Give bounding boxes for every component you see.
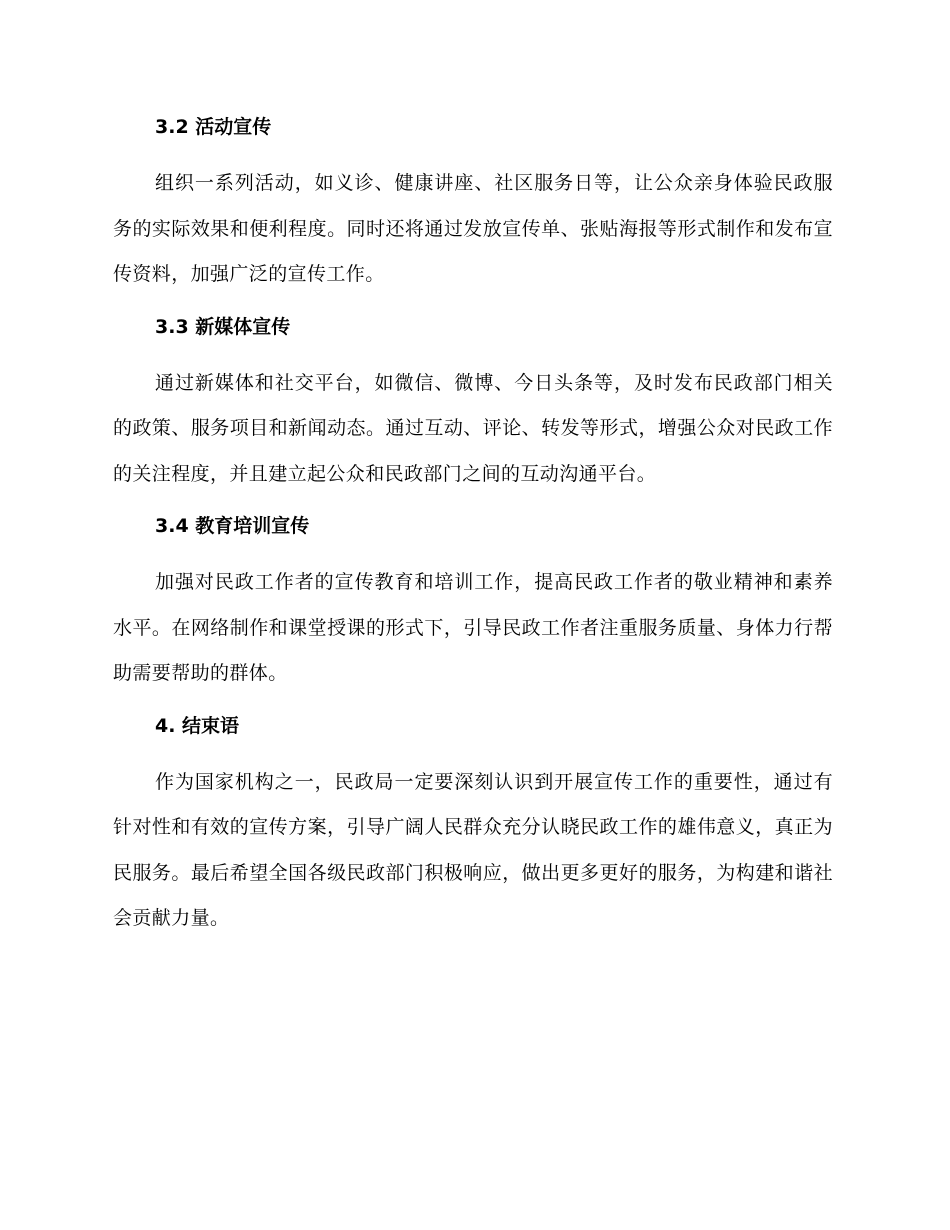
section-heading-3-3: 3.3 新媒体宣传	[155, 315, 291, 338]
section-paragraph-3-4: 加强对民政工作者的宣传教育和培训工作，提高民政工作者的敬业精神和素养水平。在网络制作和课堂授课的形式下，引导民政工作者注重服务质量、身体力行帮助需要帮助的群体。	[113, 571, 833, 684]
section-paragraph-3-3: 通过新媒体和社交平台，如微信、微博、今日头条等，及时发布民政部门相关的政策、服务项目和新闻动态。通过互动、评论、转发等形式，增强公众对民政工作的关注程度，并且建立起公众和民政部门之间的互动沟通平台。	[113, 371, 833, 485]
document-body	[113, 112, 833, 956]
section-heading-3-4: 3.4 教育培训宣传	[155, 515, 310, 537]
section-paragraph-3-2: 组织一系列活动，如义诊、健康讲座、社区服务日等，让公众亲身体验民政服务的实际效果和便利程度。同时还将通过发放宣传单、张贴海报等形式制作和发布宣传资料，加强广泛的宣传工作。	[113, 172, 833, 285]
section-heading-4: 4. 结束语	[155, 714, 240, 737]
section-heading-3-2: 3.2 活动宣传	[155, 116, 272, 138]
section-paragraph-4: 作为国家机构之一，民政局一定要深刻认识到开展宣传工作的重要性，通过有针对性和有效的宣传方案，引导广阔人民群众充分认晓民政工作的雄伟意义，真正为民服务。最后希望全国各级民政部门积极响应，做出更多更好的服务，为构建和谐社会贡献力量。	[113, 770, 833, 929]
